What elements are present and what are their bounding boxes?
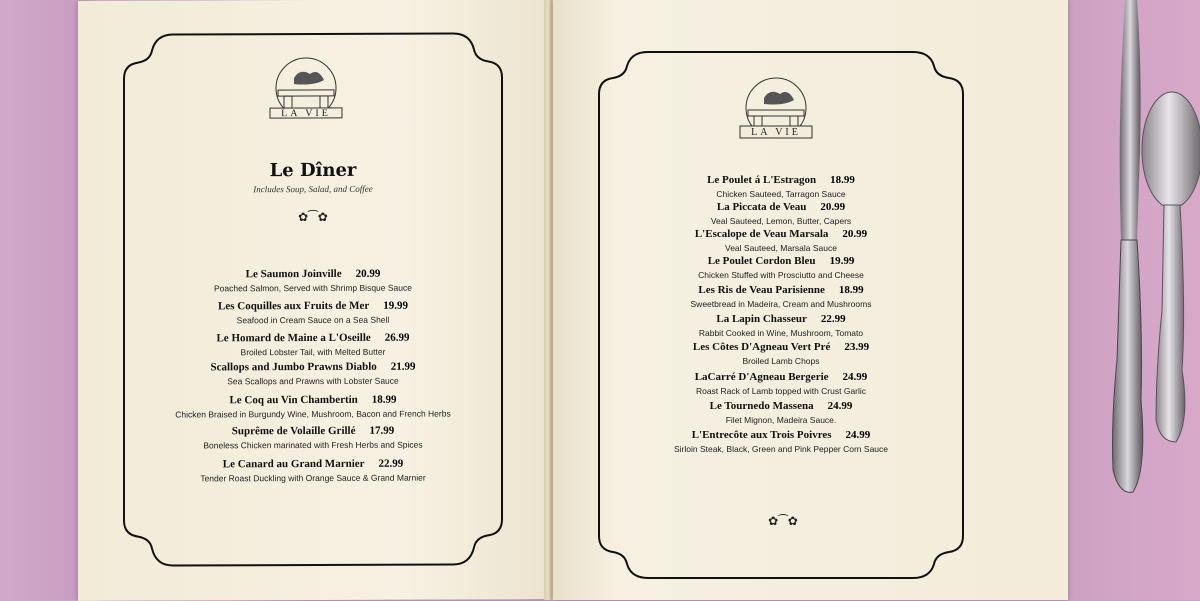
price: 19.99: [383, 299, 408, 312]
item-description: Tender Roast Duckling with Orange Sauce & Grand Marnier: [200, 472, 426, 484]
la-vie-logo: [266, 56, 346, 127]
menu-item: Les Côtes D'Agneau Vert Pré 23.99 Broiled Lamb Chops: [581, 337, 981, 366]
item-description: Poached Salmon, Served with Shrimp Bisque Sauce: [214, 282, 412, 294]
flourish-divider: ✿⁀✿: [298, 209, 328, 225]
price: 22.99: [378, 457, 404, 470]
item-description: Boneless Chicken marinated with Fresh Herbs and Spices: [203, 439, 423, 451]
item-description: Sea Scallops and Prawns with Lobster Sauce: [227, 375, 399, 387]
price: 18.99: [838, 284, 864, 296]
item-description: Chicken Stuffed with Prosciutto and Cheese: [698, 270, 864, 280]
price: 20.99: [355, 267, 381, 280]
price: 24.99: [827, 400, 853, 412]
price: 18.99: [371, 393, 397, 406]
menu-item: Le Saumon Joinville 20.99 Poached Salmon, Served with Shrimp Bisque Sauce: [113, 263, 513, 293]
price: 20.99: [842, 228, 868, 240]
price: 26.99: [384, 331, 410, 344]
la-vie-logo: [736, 76, 816, 147]
item-description: Rabbit Cooked in Wine, Mushroom, Tomato: [698, 328, 864, 338]
logo-text: LA VIE: [751, 127, 801, 138]
item-description: Broiled Lobster Tail, with Melted Butter: [240, 346, 386, 358]
item-description: Filet Mignon, Madeira Sauce.: [725, 415, 837, 425]
price: 23.99: [844, 341, 870, 353]
menu-item: Le Homard de Maine a L'Oseille 26.99 Broiled Lobster Tail, with Melted Butter: [113, 327, 513, 357]
item-description: Veal Sauteed, Marsala Sauce: [725, 243, 837, 253]
menu-page-left: [78, 0, 548, 601]
menu-item: Les Ris de Veau Parisienne 18.99 Sweetbread in Madeira, Cream and Mushrooms: [581, 280, 981, 309]
menu-item: LaCarré D'Agneau Bergerie 24.99 Roast Rack of Lamb topped with Crust Garlic: [581, 367, 981, 396]
menu-item: La Lapin Chasseur 22.99 Rabbit Cooked in Wine, Mushroom, Tomato: [581, 309, 981, 338]
menu-item: Le Coq au Vin Chambertin 18.99 Chicken Braised in Burgundy Wine, Mushroom, Bacon and French Herbs: [113, 389, 513, 419]
menu-item: Scallops and Jumbo Prawns Diablo 21.99 Sea Scallops and Prawns with Lobster Sauce: [113, 356, 513, 386]
menu-item: Les Coquilles aux Fruits de Mer 19.99 Seafood in Cream Sauce on a Sea Shell: [113, 295, 513, 325]
price: 19.99: [829, 255, 855, 267]
menu-item: La Piccata de Veau 20.99 Veal Sauteed, Lemon, Butter, Capers: [581, 197, 981, 226]
price: 18.99: [830, 174, 855, 186]
price: 17.99: [369, 424, 395, 437]
logo-text: LA VIE: [281, 107, 331, 120]
menu-page-right: [553, 0, 1068, 600]
spoon: [1138, 90, 1200, 450]
item-description: Chicken Braised in Burgundy Wine, Mushroom, Bacon and French Herbs: [175, 408, 451, 420]
item-description: Sweetbread in Madeira, Cream and Mushrooms: [690, 299, 872, 309]
menu-item: Le Canard au Grand Marnier 22.99 Tender Roast Duckling with Orange Sauce & Grand Marnier: [113, 453, 513, 483]
page-title: Le Dîner: [269, 159, 357, 182]
item-description: Seafood in Cream Sauce on a Sea Shell: [236, 314, 390, 326]
menu-item: Le Poulet Cordon Bleu 19.99 Chicken Stuffed with Prosciutto and Cheese: [581, 251, 981, 280]
price: 24.99: [842, 371, 868, 383]
page-subtitle: Includes Soup, Salad, and Coffee: [253, 183, 373, 195]
menu-item: L'Escalope de Veau Marsala 20.99 Veal Sauteed, Marsala Sauce: [581, 224, 981, 253]
menu-item: Le Tournedo Massena 24.99 Filet Mignon, Madeira Sauce.: [581, 396, 981, 425]
item-description: Roast Rack of Lamb topped with Crust Garlic: [695, 386, 867, 396]
item-description: Broiled Lamb Chops: [742, 356, 820, 366]
menu-item: Le Poulet á L'Estragon 18.99 Chicken Sauteed, Tarragon Sauce: [581, 170, 981, 199]
tablecloth-left: [0, 0, 90, 600]
item-description: Sirloin Steak, Black, Green and Pink Pepper Corn Sauce: [673, 444, 889, 454]
price: 24.99: [845, 429, 871, 441]
flourish-divider: ✿⁀✿: [768, 514, 798, 528]
menu-item: L'Entrecôte aux Trois Poivres 24.99 Sirloin Steak, Black, Green and Pink Pepper Corn Sauce: [581, 425, 981, 454]
price: 21.99: [390, 360, 416, 373]
menu-item: Suprême de Volaille Grillé 17.99 Boneless Chicken marinated with Fresh Herbs and Spices: [113, 420, 513, 450]
item-description: Veal Sauteed, Lemon, Butter, Capers: [710, 216, 852, 226]
price: 20.99: [820, 201, 846, 213]
price: 22.99: [820, 313, 846, 325]
item-description: Chicken Sauteed, Tarragon Sauce: [716, 189, 846, 199]
